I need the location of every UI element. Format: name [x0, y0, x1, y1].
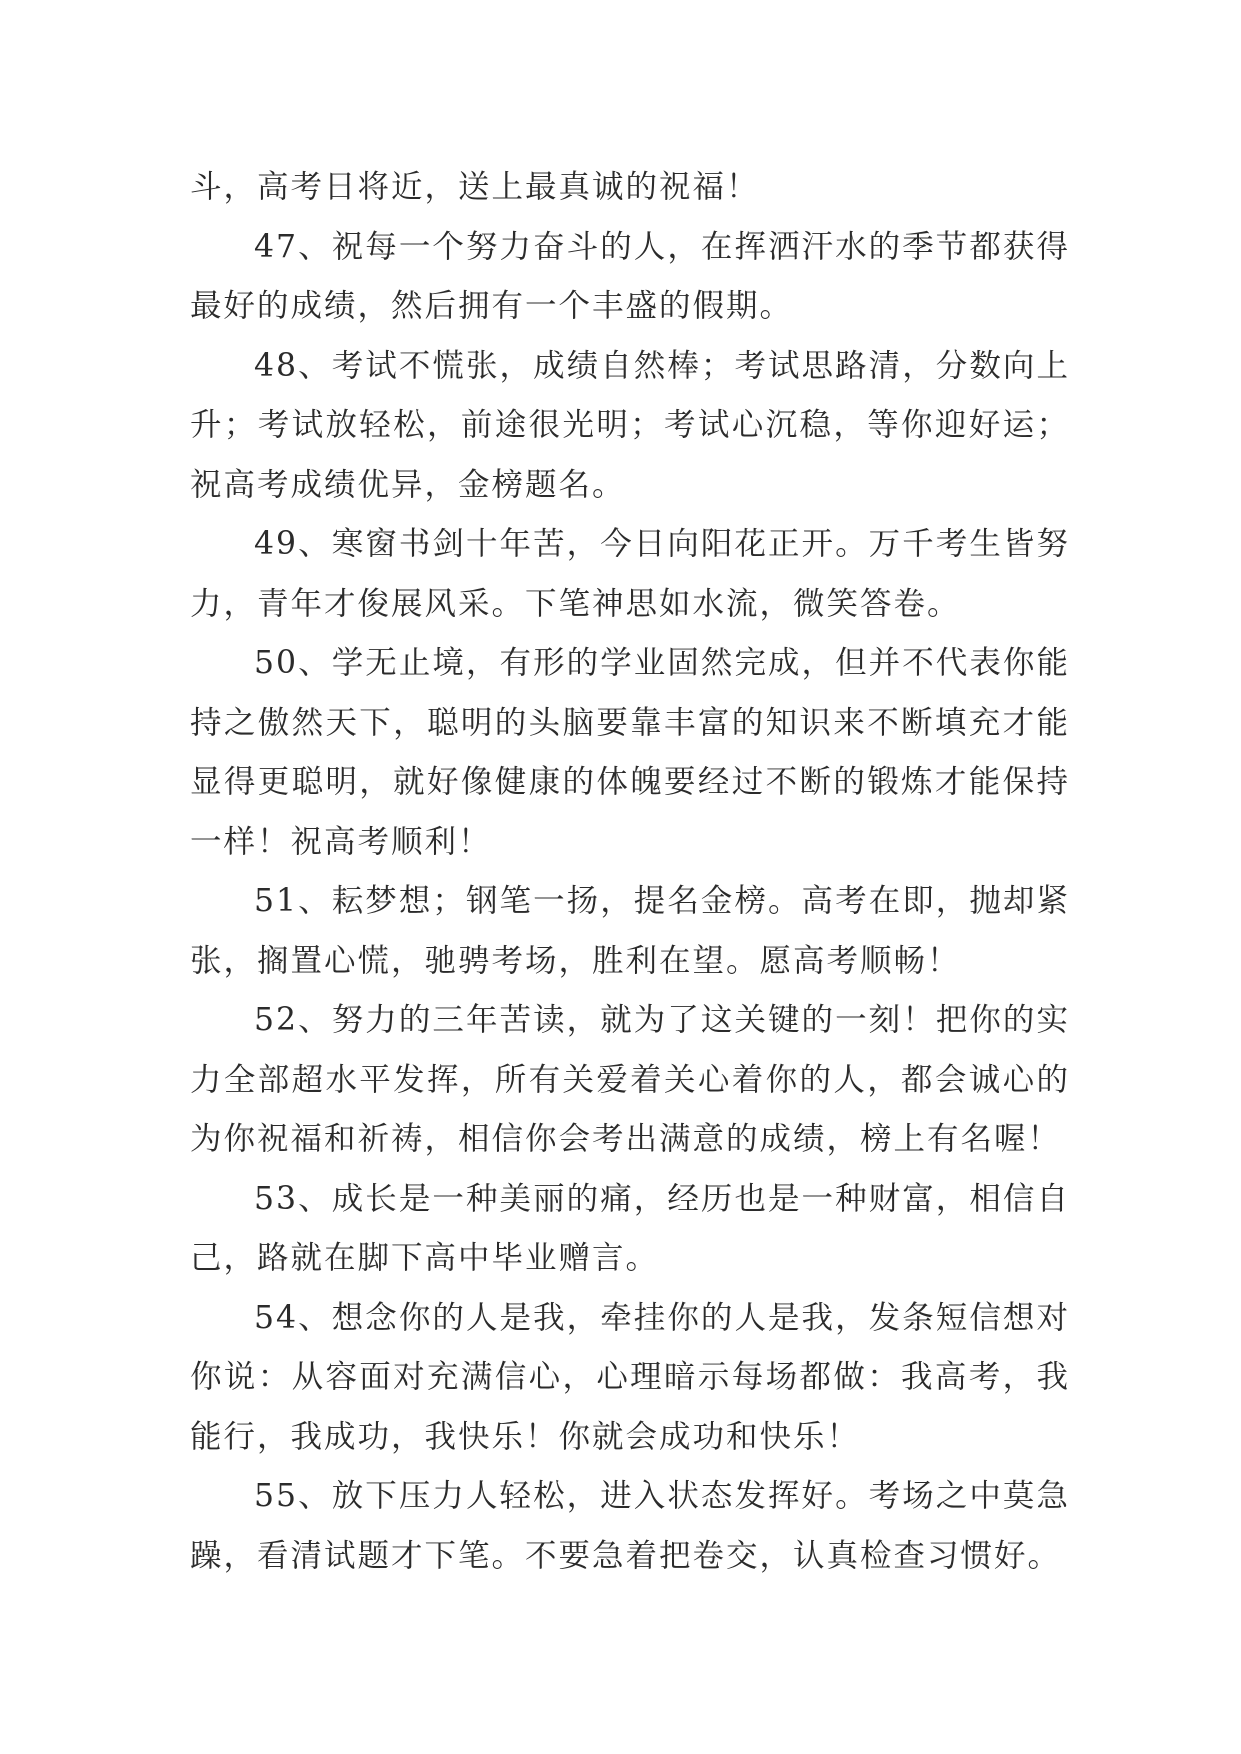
- paragraph-49: 49、寒窗书剑十年苦，今日向阳花正开。万千考生皆努力，青年才俊展风采。下笔神思如水流，微笑答卷。: [190, 526, 1070, 622]
- paragraph-55: 55、放下压力人轻松，进入状态发挥好。考场之中莫急躁，看清试题才下笔。不要急着把卷交，认真检查习惯好。: [190, 1478, 1070, 1574]
- paragraph-53: 53、成长是一种美丽的痛，经历也是一种财富，相信自己，路就在脚下高中毕业赠言。: [190, 1180, 1070, 1276]
- paragraph-51: 51、耘梦想；钢笔一扬，提名金榜。高考在即，抛却紧张，搁置心慌，驰骋考场，胜利在望。愿高考顺畅！: [190, 883, 1070, 979]
- paragraph-46-continuation: 斗，高考日将近，送上最真诚的祝福！: [190, 169, 760, 205]
- paragraph-54: 54、想念你的人是我，牵挂你的人是我，发条短信想对你说：从容面对充满信心，心理暗示每场都做：我高考，我能行，我成功，我快乐！你就会成功和快乐！: [190, 1299, 1070, 1455]
- paragraph-48: 48、考试不慌张，成绩自然棒；考试思路清，分数向上升；考试放轻松，前途很光明；考试心沉稳，等你迎好运；祝高考成绩优异，金榜题名。: [190, 347, 1070, 503]
- document-body: [190, 158, 1070, 1586]
- paragraph-47: 47、祝每一个努力奋斗的人，在挥洒汗水的季节都获得最好的成绩，然后拥有一个丰盛的假期。: [190, 228, 1070, 324]
- paragraph-52: 52、努力的三年苦读，就为了这关键的一刻！把你的实力全部超水平发挥，所有关爱着关心着你的人，都会诚心的为你祝福和祈祷，相信你会考出满意的成绩，榜上有名喔！: [190, 1002, 1070, 1157]
- paragraph-50: 50、学无止境，有形的学业固然完成，但并不代表你能持之傲然天下，聪明的头脑要靠丰富的知识来不断填充才能显得更聪明，就好像健康的体魄要经过不断的锻炼才能保持一样！祝高考顺利！: [190, 645, 1070, 860]
